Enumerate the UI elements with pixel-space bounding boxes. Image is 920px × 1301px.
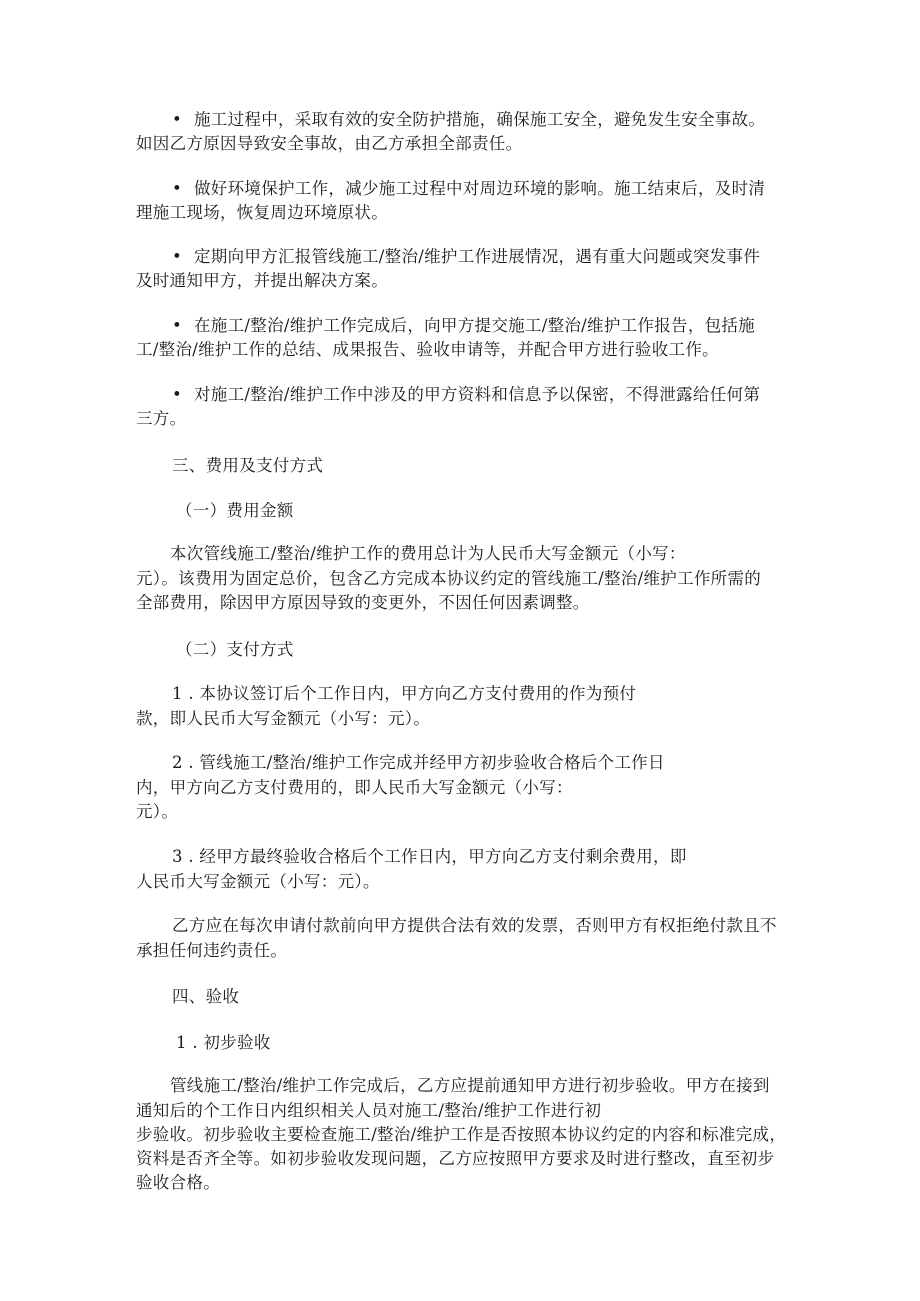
payment-item-2-line-1: 2 . 管线施工/整治/维护工作完成并经甲方初步验收合格后个工作日 [172,753,665,772]
invoice-paragraph-line-1: 乙方应在每次申请付款前向甲方提供合法有效的发票，否则甲方有权拒绝付款且不 [172,916,777,935]
bullet-5-line-2: 三方。 [136,409,187,428]
payment-item-3-line-1: 3 . 经甲方最终验收合格后个工作日内，甲方向乙方支付剩余费用，即 [172,847,687,866]
bullet-1-line-1: • 施工过程中，采取有效的安全防护措施，确保施工安全，避免发生安全事故。 [172,110,766,129]
bullet-3-line-1: • 定期向甲方汇报管线施工/整治/维护工作进展情况，遇有重大问题或突发事件 [172,247,761,266]
fee-paragraph-line-3: 全部费用，除因甲方原因导致的变更外，不因任何因素调整。 [136,593,590,612]
acceptance-paragraph-line-3: 步验收。初步验收主要检查施工/整治/维护工作是否按照本协议约定的内容和标准完成， [136,1125,787,1144]
bullet-4-line-1: • 在施工/整治/维护工作完成后，向甲方提交施工/整治/维护工作报告，包括施 [172,316,756,335]
payment-item-2-line-2: 内，甲方向乙方支付费用的，即人民币大写金额元（小写： [136,778,573,797]
bullet-icon: • [172,110,183,129]
acceptance-paragraph-line-2: 通知后的个工作日内组织相关人员对施工/整治/维护工作进行初 [136,1101,602,1120]
payment-item-2-line-3: 元）。 [136,802,179,821]
bullet-icon: • [172,316,183,335]
payment-item-3-line-2: 人民币大写金额元（小写：元）。 [136,872,380,891]
fee-paragraph-line-2: 元）。该费用为固定总价，包含乙方完成本协议约定的管线施工/整治/维护工作所需的 [136,569,762,588]
section-4-heading: 四、验收 [172,987,240,1006]
bullet-4-line-2: 工/整治/维护工作的总结、成果报告、验收申请等，并配合甲方进行验收工作。 [136,340,719,359]
acceptance-paragraph-line-1: 管线施工/整治/维护工作完成后，乙方应提前通知甲方进行初步验收。甲方在接到 [170,1076,770,1095]
payment-item-1-line-2: 款，即人民币大写金额元（小写：元）。 [136,709,431,728]
section-4-sub1-heading: 1 . 初步验收 [176,1033,271,1052]
invoice-paragraph-line-2: 承担任何违约责任。 [136,941,288,960]
section-3-sub2-heading: （二）支付方式 [176,640,294,659]
bullet-1-line-2: 如因乙方原因导致安全事故，由乙方承担全部责任。 [136,134,523,153]
bullet-2-line-2: 理施工现场，恢复周边环境原状。 [136,203,388,222]
bullet-2-line-1: • 做好环境保护工作，减少施工过程中对周边环境的影响。施工结束后，及时清 [172,179,766,198]
bullet-icon: • [172,247,183,266]
acceptance-paragraph-line-5: 验收合格。 [136,1173,220,1192]
payment-item-1-line-1: 1 . 本协议签订后个工作日内，甲方向乙方支付费用的作为预付 [172,684,637,703]
section-3-sub1-heading: （一）费用金额 [176,501,294,520]
bullet-icon: • [172,385,183,404]
fee-paragraph-line-1: 本次管线施工/整治/维护工作的费用总计为人民币大写金额元（小写： [170,544,686,563]
acceptance-paragraph-line-4: 资料是否齐全等。如初步验收发现问题，乙方应按照甲方要求及时进行整改，直至初步 [136,1149,775,1168]
bullet-icon: • [172,179,183,198]
section-3-heading: 三、费用及支付方式 [172,456,324,475]
bullet-3-line-2: 及时通知甲方，并提出解决方案。 [136,271,388,290]
bullet-5-line-1: • 对施工/整治/维护工作中涉及的甲方资料和信息予以保密，不得泄露给任何第 [172,385,761,404]
